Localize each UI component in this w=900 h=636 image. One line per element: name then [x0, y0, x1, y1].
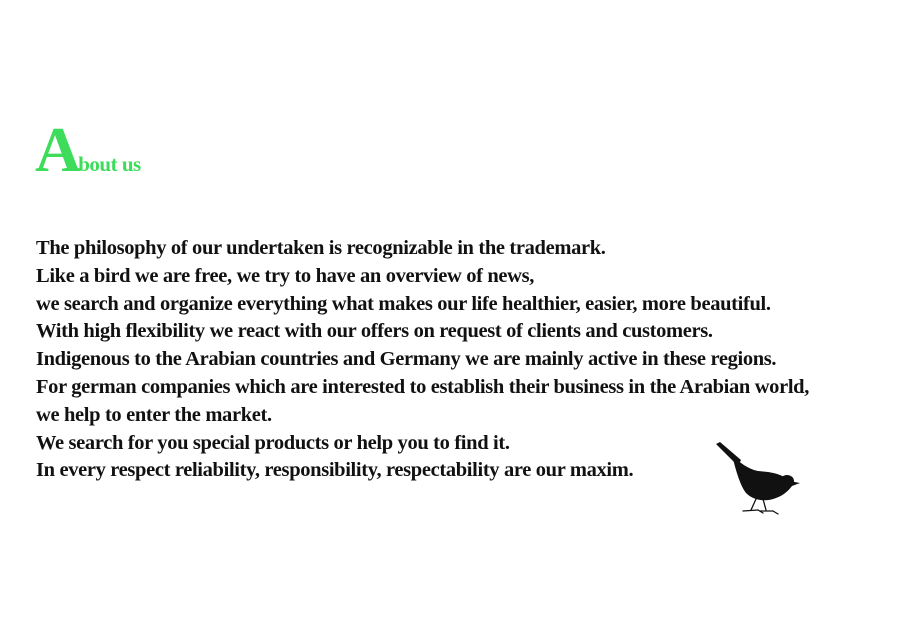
about-line: Indigenous to the Arabian countries and Germany we are mainly active in these regions.	[36, 348, 777, 371]
bird-silhouette-icon	[714, 441, 804, 517]
page-title-rest: bout us	[78, 152, 141, 176]
about-line: we help to enter the market.	[36, 403, 272, 426]
page-title	[35, 114, 141, 185]
about-line: For german companies which are interested to establish their business in the Arabian world,	[36, 375, 809, 398]
about-line: In every respect reliability, responsibility, respectability are our maxim.	[36, 459, 634, 482]
page-title-initial: A	[35, 114, 79, 185]
about-line: Like a bird we are free, we try to have an overview of news,	[36, 264, 535, 287]
about-line: With high flexibility we react with our offers on request of clients and customers.	[36, 320, 713, 343]
about-line: we search and organize everything what makes our life healthier, easier, more beautiful.	[36, 292, 771, 315]
about-line: The philosophy of our undertaken is recognizable in the trademark.	[36, 237, 606, 259]
about-line: We search for you special products or help you to find it.	[36, 431, 510, 454]
